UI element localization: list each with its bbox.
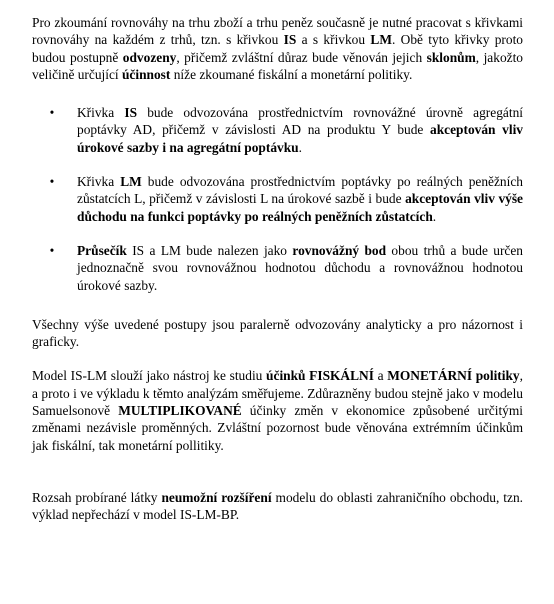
- bold-text: odvozeny: [122, 49, 177, 65]
- bullet-marker: •: [49, 174, 55, 190]
- list-item-text: [77, 104, 523, 156]
- list-item: [32, 104, 523, 156]
- bold-text: LM: [370, 32, 392, 48]
- list-item: [32, 173, 523, 225]
- bullet-list: [32, 104, 523, 294]
- bullet-marker: •: [49, 105, 55, 121]
- model-paragraph: [32, 367, 523, 453]
- bold-text: účinnost: [121, 66, 171, 82]
- text-run: Křivka: [77, 174, 121, 190]
- list-item-text: [77, 173, 523, 225]
- list-item: [32, 242, 523, 294]
- text-run: . Obě tyto křivky proto budou postupně: [32, 32, 524, 65]
- text-run: bude odvozována prostřednictvím poptávky po reálných peněžních zůstatcích L, přičemž v závislosti L na úrokové sazbě i bude: [77, 174, 523, 207]
- text-run: Pro zkoumání rovnováhy na trhu zboží a trhu peněz současně je nutné pracovat s křivkami rovnováhy na každém z trhů, tzn. s křivkou: [32, 15, 523, 48]
- text-run: Model IS-LM slouží jako nástroj ke studiu: [32, 368, 267, 384]
- intro-paragraph: [32, 14, 523, 83]
- text-run: a s křivkou: [296, 32, 371, 48]
- text-run: níže zkoumané fiskální a monetární politiky.: [170, 66, 413, 82]
- bold-text: Průsečík: [77, 242, 127, 258]
- methods-paragraph: [32, 316, 523, 351]
- list-item-text: [77, 242, 523, 294]
- bold-text: akceptován vliv úrokové sazby i na agregátní poptávku: [77, 122, 523, 155]
- bold-text: sklonům: [426, 49, 476, 65]
- text-run: Křivka: [77, 105, 125, 121]
- text-run: .: [298, 139, 302, 155]
- bullet-marker: •: [49, 242, 55, 258]
- text-run: modelu do oblasti zahraničního obchodu, tzn. výklad nepřechází v model IS-LM-BP.: [32, 489, 523, 523]
- text-run: obou trhů a bude určen jednoznačně svou rovnovážnou hodnotou důchodu a rovnovážnou hodnotou úrokové sazby.: [77, 242, 523, 293]
- text-run: , přičemž zvláštní důraz bude věnován jejich: [176, 49, 427, 65]
- text-run: Všechny výše uvedené postupy jsou paralerně odvozovány analyticky a pro názornost i graficky.: [32, 316, 523, 350]
- bold-text: MULTIPLIKOVANÉ: [118, 403, 242, 419]
- text-run: bude odvozována prostřednictvím rovnovážné úrovně agregátní poptávky AD, přičemž v závislosti AD na produktu Y bude: [77, 105, 523, 138]
- bold-text: IS: [283, 32, 297, 48]
- bold-text: IS: [124, 105, 138, 121]
- bold-text: akceptován vliv výše důchodu na funkci poptávky po reálných peněžních zůstatcích: [77, 191, 523, 224]
- bold-text: LM: [120, 174, 142, 190]
- scope-paragraph: [32, 489, 523, 524]
- bold-text: MONETÁRNÍ politiky: [387, 368, 520, 384]
- text-run: , a proto i ve výkladu k těmto analýzám směřujeme. Zdůrazněny budou stejně jako v modelu Samuelsonově: [32, 368, 523, 419]
- text-run: a: [373, 368, 388, 384]
- text-run: Rozsah probírané látky: [32, 489, 162, 505]
- bold-text: účinků FISKÁLNÍ: [266, 368, 374, 384]
- text-run: .: [432, 208, 437, 224]
- bold-text: rovnovážný bod: [292, 242, 387, 258]
- text-run: , jakožto veličině určující: [32, 49, 523, 82]
- text-run: IS a LM bude nalezen jako: [126, 242, 293, 258]
- document-body: [32, 14, 523, 524]
- bold-text: neumožní rozšíření: [161, 489, 272, 505]
- text-run: účinky změn v ekonomice způsobené určitými změnami nezávisle proměnných. Zvláštní pozornost bude věnována extrémním účinkům jak fiskální, tak monetární pollitiky.: [32, 403, 523, 453]
